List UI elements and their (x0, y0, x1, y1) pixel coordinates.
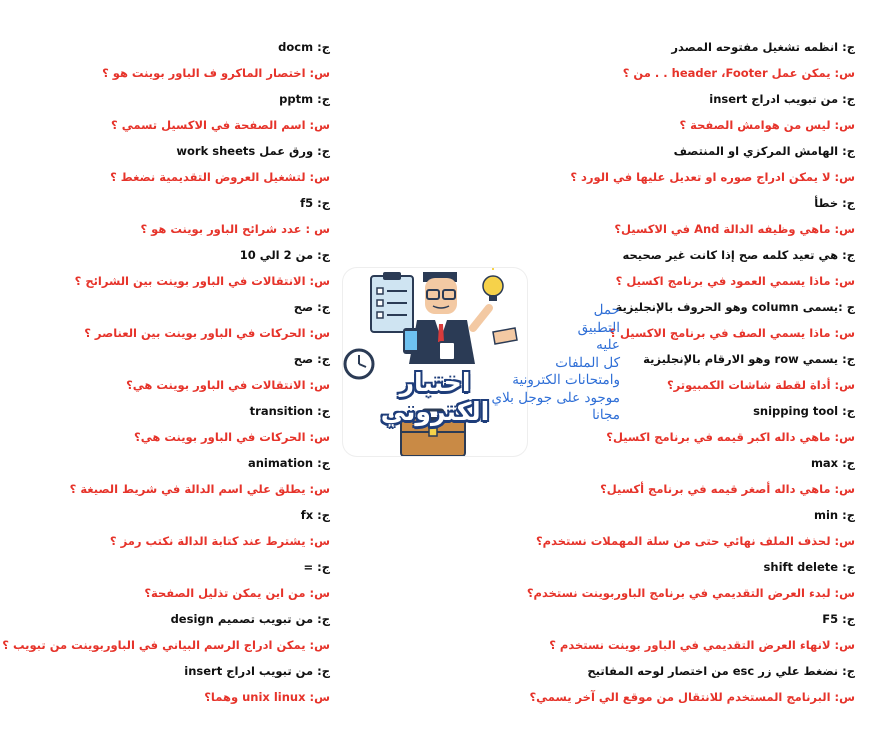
right-question-line: س: لحذف الملف نهائي حتى من سلة المهملات نستخدم؟ (535, 534, 855, 548)
left-answer-line: ج: من 2 الي 10 (239, 248, 330, 262)
right-question-line: س: لبدء العرض التقديمي في برنامج الباوربوينت نستخدم؟ (526, 586, 855, 600)
right-question-line: س: البرنامج المستخدم للانتقال من موقع الي آخر يسمي؟ (529, 690, 855, 704)
right-answer-line: ج: من تبويب ادراج insert (709, 92, 855, 106)
left-answer-line: ج: animation (247, 456, 330, 470)
promo-line: عليه (596, 337, 620, 353)
promo-line: حمل (593, 302, 620, 318)
right-answer-line: ج: انظمه تشغيل مفتوحه المصدر (671, 40, 855, 54)
right-answer-line: ج: min (813, 508, 855, 522)
left-question-line: س: من اين يمكن تذليل الصفحة؟ (144, 586, 330, 600)
left-answer-line: ج: docm (278, 40, 330, 54)
right-answer-line: ج: خطأ (814, 196, 855, 210)
left-answer-line: ج: fx (300, 508, 330, 522)
left-question-line: س: الانتقالات في الباور بوينت هي؟ (126, 378, 330, 392)
right-question-line: س: ماذا يسمي العمود في برنامج اكسيل ؟ (615, 274, 855, 288)
promo-line: وامتحانات الكترونية (512, 372, 620, 388)
left-question-line: س: الحركات في الباور بوينت بين العناصر ؟ (84, 326, 330, 340)
right-question-line: س: ماهي داله اكبر قيمه في برنامج اكسيل؟ (606, 430, 855, 444)
left-answer-line: ج: صح (293, 352, 330, 366)
left-question-line: س: يطلق علي اسم الدالة في شريط الصيغة ؟ (69, 482, 330, 496)
left-answer-line: ج: pptm (279, 92, 330, 106)
left-answer-line: ج: من تبويب ادراج insert (184, 664, 330, 678)
right-answer-line: ج: يسمي row وهو الارقام بالإنجليزية (643, 352, 855, 366)
right-answer-line: ج: max (810, 456, 855, 470)
right-question-line: س: ليس من هوامش الصفحة ؟ (679, 118, 855, 132)
left-answer-line: ج: صح (293, 300, 330, 314)
left-question-line: س: اختصار الماكرو ف الباور بوينت هو ؟ (102, 66, 330, 80)
left-question-line: س: يشترط عند كتابة الدالة نكتب رمز ؟ (109, 534, 330, 548)
right-question-line: س: يمكن عمل header ،Footer . . من ؟ (622, 66, 855, 80)
logo-title: اختبار الكتروني (380, 368, 490, 426)
left-question-line: س: الانتقالات في الباور بوينت بين الشرائح ؟ (74, 274, 330, 288)
promo-line: التطبيق (577, 319, 620, 336)
left-answer-line: ج: f5 (300, 196, 330, 210)
right-question-line: س: ماهي داله أصغر قيمه في برنامج أكسيل؟ (600, 482, 855, 496)
right-question-line: س: لانهاء العرض التقديمي في الباور بوينت نستخدم ؟ (549, 638, 855, 652)
left-answer-line: ج: = (303, 560, 330, 574)
right-answer-line: ج: shift delete (763, 560, 855, 574)
left-question-line: س: الحركات في الباور بوينت هي؟ (134, 430, 330, 444)
right-answer-line: ج: نضغط علي زر esc من اختصار لوحه المفاتيح (587, 664, 855, 678)
promo-line: مجانا (592, 407, 620, 423)
app-promo-text (470, 302, 620, 425)
right-answer-line: ج: الهامش المركزي او المنتصف (673, 144, 855, 158)
left-qa-column (2, 34, 330, 710)
left-question-line: س: اسم الصفحة في الاكسيل تسمي ؟ (111, 118, 330, 132)
left-answer-line: ج: ورق عمل work sheets (176, 144, 330, 158)
right-answer-line: ج: هي تعيد كلمه صح إذا كانت غير صحيحه (622, 248, 855, 262)
right-answer-line: ج: snipping tool (753, 404, 855, 418)
right-question-line: س: ماهي وظيفه الدالة And في الاكسيل؟ (614, 222, 855, 236)
left-answer-line: ج: transition (249, 404, 330, 418)
right-answer-line: ج :يسمى column وهو الحروف بالإنجليزية (615, 300, 855, 314)
left-question-line: س: يمكن ادراج الرسم البياني في الباوربوينت من تبويب ؟ (2, 638, 330, 652)
left-question-line: س: لتشغيل العروض التقديمية نضغط ؟ (110, 170, 330, 184)
promo-line: كل الملفات (555, 354, 620, 371)
right-question-line: س: لا يمكن ادراج صوره او تعديل عليها في الورد ؟ (570, 170, 855, 184)
promo-line: موجود على جوجل بلاي (491, 389, 620, 406)
left-question-line: س : عدد شرائح الباور بوينت هو ؟ (140, 222, 330, 236)
left-answer-line: ج: من تبويب تصميم design (170, 612, 330, 626)
right-question-line: س: أداة لقطة شاشات الكمبيوتر؟ (666, 378, 855, 392)
right-answer-line: ج: F5 (822, 612, 855, 626)
left-question-line: س: unix linux وهما؟ (204, 690, 330, 704)
right-question-line: س: ماذا يسمي الصف في برنامج الاكسيل ؟ (609, 326, 855, 340)
